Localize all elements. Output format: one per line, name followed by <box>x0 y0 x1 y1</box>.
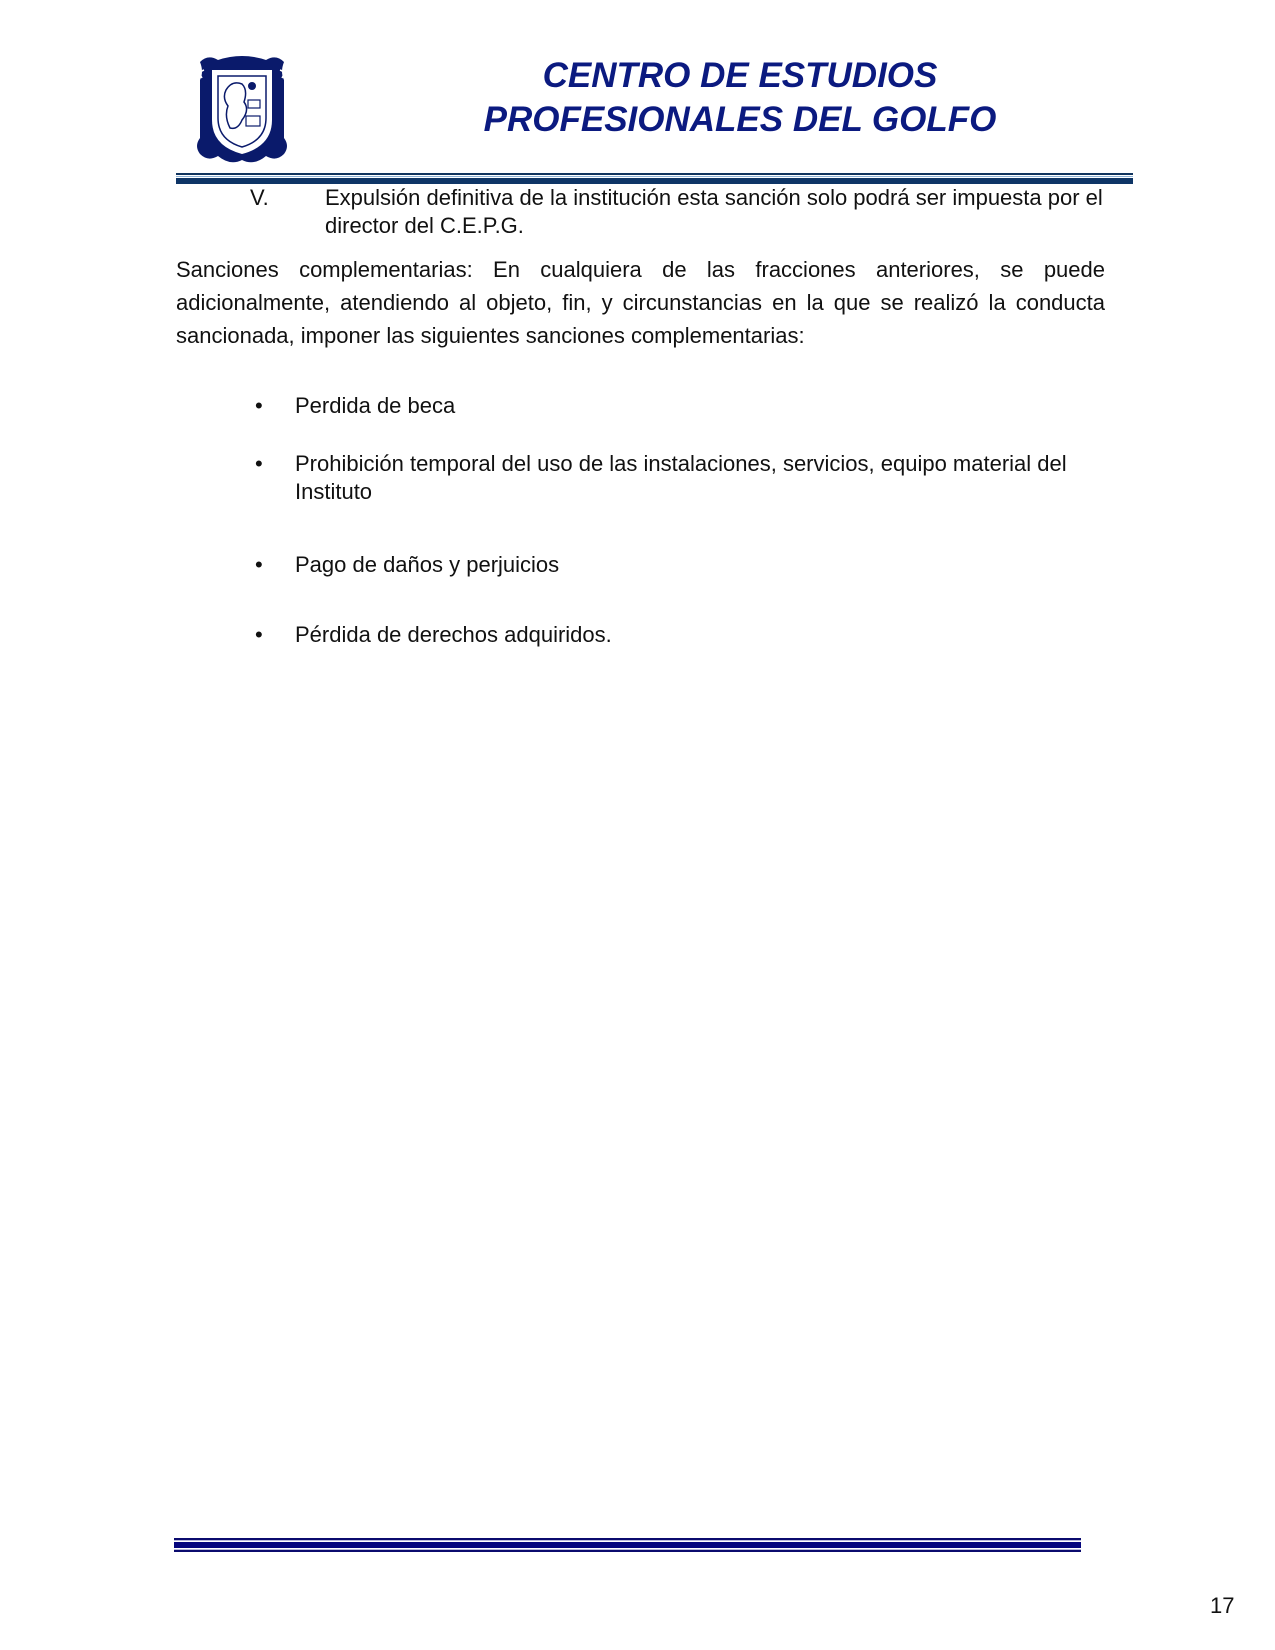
institution-title <box>440 54 1040 142</box>
roman-numeral: V. <box>250 185 269 210</box>
bullet-icon: • <box>255 451 263 476</box>
title-line-2: PROFESIONALES DEL GOLFO <box>483 100 997 139</box>
bullet-icon: • <box>255 393 263 418</box>
crest-svg <box>192 50 292 168</box>
bullet-text: Pago de daños y perjuicios <box>295 552 560 577</box>
header-divider <box>176 173 1133 183</box>
complementary-sanctions-paragraph: Sanciones complementarias: En cualquiera de las fracciones anteriores, se puede adicionalmente, atendiendo al objeto, fin, y circunstancias en la que se realizó la conducta sancionada, imponer las siguientes sanciones complementarias: <box>176 257 1105 348</box>
footer-divider-line <box>174 1540 1081 1541</box>
bullet-text: Perdida de beca <box>295 393 456 418</box>
footer-divider-line <box>174 1550 1081 1552</box>
roman-item-text: Expulsión definitiva de la institución esta sanción solo podrá ser impuesta por el director del C.E.P.G. <box>325 185 1103 238</box>
header-divider-line <box>176 173 1133 175</box>
title-line-1: CENTRO DE ESTUDIOS <box>542 56 938 95</box>
bullet-text: Prohibición temporal del uso de las instalaciones, servicios, equipo material del Instituto <box>295 451 1067 504</box>
page-number: 17 <box>1210 1593 1235 1618</box>
footer-divider <box>174 1538 1081 1552</box>
institution-crest-icon <box>192 50 292 168</box>
bullet-icon: • <box>255 622 263 647</box>
bullet-text: Pérdida de derechos adquiridos. <box>295 622 612 647</box>
header-divider-line <box>176 176 1133 177</box>
bullet-icon: • <box>255 552 263 577</box>
footer-divider-line <box>174 1542 1081 1548</box>
